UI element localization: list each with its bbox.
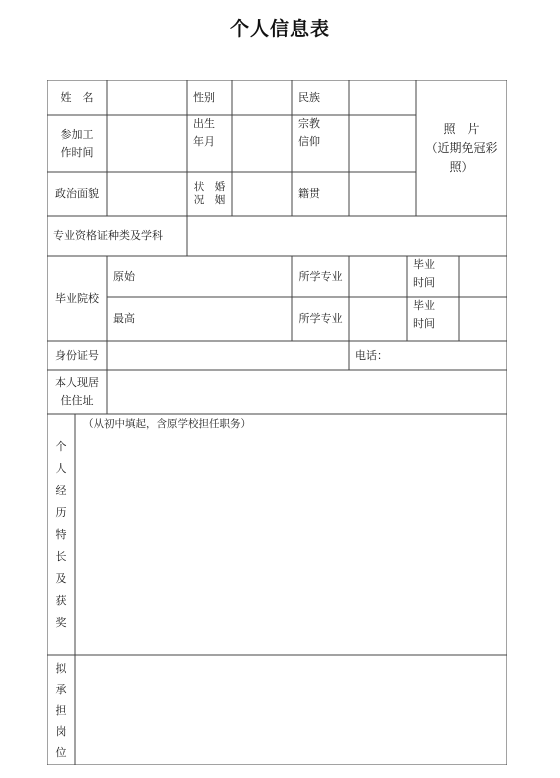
work-start-label: 参加工 作时间 — [60, 127, 94, 159]
graduation-time-label-highest: 毕业 时间 — [413, 299, 435, 330]
marital-status-label: 状 婚 况 姻 — [193, 181, 226, 206]
major-label-original: 所学专业 — [298, 269, 343, 283]
highest-school-label: 最高 — [113, 312, 135, 325]
experience-label: 个 人 经 历 特 长 及 获 奖 — [55, 439, 67, 629]
experience-note: （从初中填起，含原学校担任职务） — [83, 418, 251, 430]
page-title: 个人信息表 — [229, 18, 330, 40]
political-status-label: 政治面貌 — [55, 187, 99, 200]
phone-label: 电话： — [355, 348, 388, 362]
gender-label: 性别 — [193, 90, 215, 104]
name-label: 姓 名 — [60, 90, 94, 104]
address-label: 本人现居 住住址 — [55, 376, 99, 407]
photo-box: 照 片 （近期免冠彩 照） — [425, 121, 498, 174]
native-place-label: 籍贯 — [298, 187, 320, 200]
qualification-label: 专业资格证种类及学科 — [53, 229, 163, 242]
graduate-school-label: 毕业院校 — [55, 291, 99, 305]
major-label-highest: 所学专业 — [298, 312, 343, 325]
birth-label: 出生 年月 — [193, 117, 215, 148]
graduation-time-label-original: 毕业 时间 — [413, 258, 435, 289]
id-number-label: 身份证号 — [55, 348, 99, 362]
info-form-table — [47, 80, 507, 765]
intended-position-label: 拟 承 担 岗 位 — [55, 661, 67, 759]
ethnicity-label: 民族 — [298, 90, 320, 104]
original-school-label: 原始 — [113, 269, 135, 283]
religion-label: 宗教 信仰 — [298, 117, 320, 148]
